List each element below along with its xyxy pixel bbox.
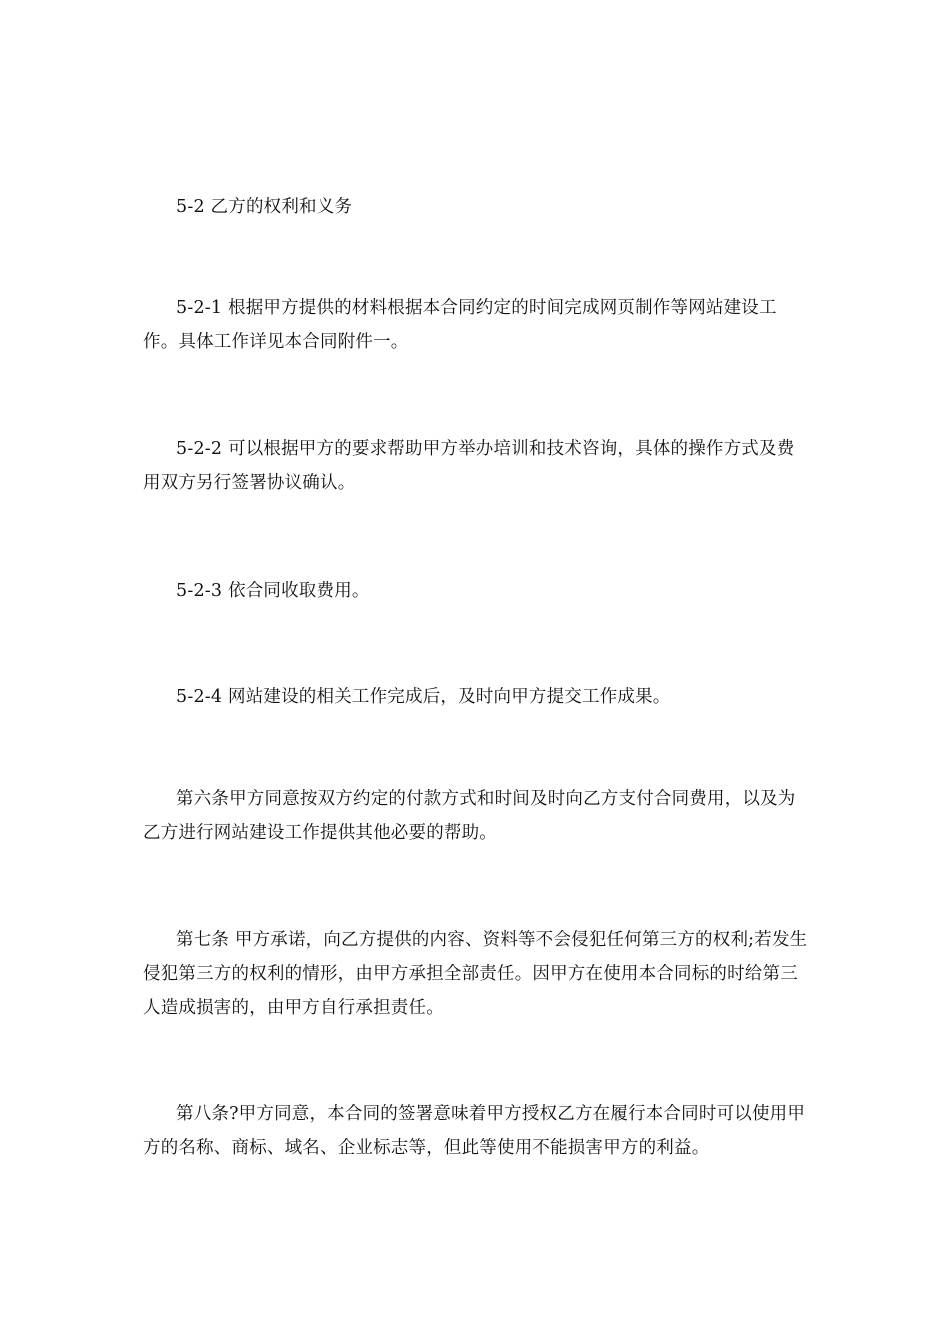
- clause-5-2-1: 5-2-1 根据甲方提供的材料根据本合同约定的时间完成网页制作等网站建设工作。具体工作详见本合同附件一。: [143, 298, 777, 352]
- clause-5-2-2: 5-2-2 可以根据甲方的要求帮助甲方举办培训和技术咨询，具体的操作方式及费用双方另行签署协议确认。: [143, 439, 795, 493]
- clause-5-2-3: 5-2-3 依合同收取费用。: [176, 581, 370, 601]
- clause-5-2-4: 5-2-4 网站建设的相关工作完成后，及时向甲方提交工作成果。: [176, 687, 671, 707]
- section-heading-5-2: 5-2 乙方的权利和义务: [176, 197, 353, 217]
- article-7: 第七条 甲方承诺，向乙方提供的内容、资料等不会侵犯任何第三方的权利;若发生侵犯第三方的权利的情形，由甲方承担全部责任。因甲方在使用本合同标的时给第三人造成损害的，由甲方自行承担责任。: [143, 930, 808, 1018]
- article-6: 第六条甲方同意按双方约定的付款方式和时间及时向乙方支付合同费用，以及为乙方进行网站建设工作提供其他必要的帮助。: [143, 789, 796, 843]
- article-8: 第八条?甲方同意，本合同的签署意味着甲方授权乙方在履行本合同时可以使用甲方的名称、商标、域名、企业标志等，但此等使用不能损害甲方的利益。: [143, 1104, 806, 1158]
